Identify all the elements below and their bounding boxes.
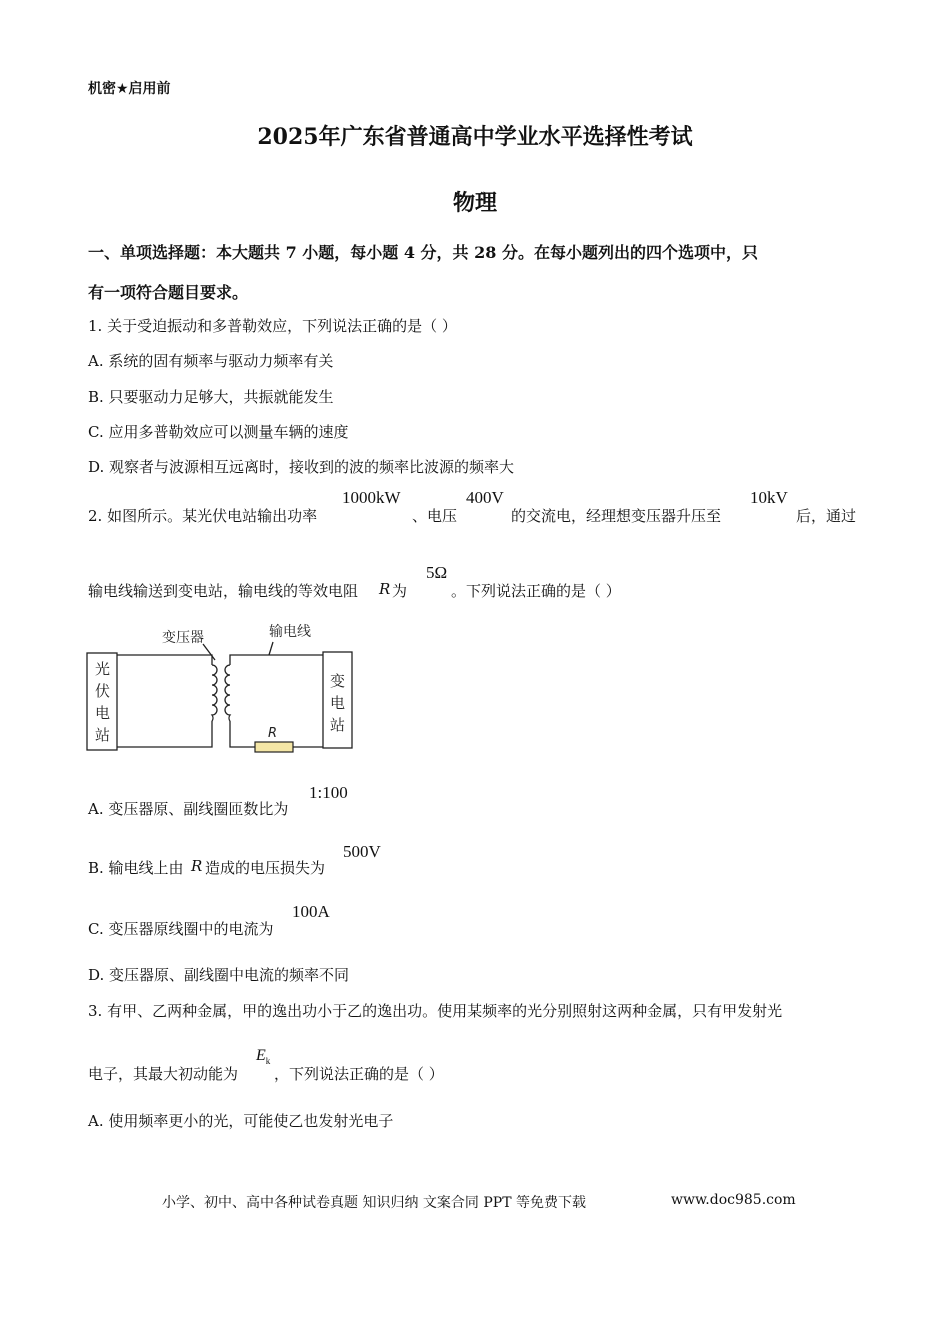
q2-option-c-text: C. 变压器原线圈中的电流为	[88, 920, 274, 938]
q2-option-b-r: R	[191, 857, 203, 875]
transmission-circuit-diagram	[86, 618, 366, 758]
q2-option-b-text2: 造成的电压损失为	[205, 859, 326, 877]
section-heading-line2: 有一项符合题目要求。	[88, 283, 249, 302]
q2-option-a-text: A. 变压器原、副线圈匝数比为	[88, 800, 289, 818]
q3-option-a: A. 使用频率更小的光，可能使乙也发射光电子	[88, 1112, 394, 1130]
q2-option-c-value: 100A	[292, 902, 330, 921]
subject-title: 物理	[452, 190, 497, 216]
q2-option-d: D. 变压器原、副线圈中电流的频率不同	[88, 966, 350, 984]
footer-text: 小学、初中、高中各种试卷真题 知识归纳 文案合同 PPT 等免费下载	[162, 1195, 586, 1211]
q1-option-d: D. 观察者与波源相互远离时，接收到的波的频率比波源的频率大	[88, 458, 515, 476]
q3-stem-part2: ，下列说法正确的是（ ）	[274, 1065, 444, 1083]
substation-char-2: 电	[330, 694, 346, 712]
resistor-r	[255, 742, 293, 752]
q3-stem-part1: 电子，其最大初动能为	[88, 1065, 239, 1083]
q2-option-b-value: 500V	[343, 842, 381, 861]
q2-stem-part3: 的交流电，经理想变压器升压至	[511, 507, 722, 525]
q2-r-symbol: R	[379, 580, 391, 598]
transformer-leader-line	[203, 644, 215, 660]
q2-option-b-text1: B. 输电线上由	[88, 859, 184, 877]
pv-station-char-1: 光	[95, 660, 111, 678]
q2-stem-part6: 为	[392, 582, 408, 600]
q2-boost-value: 10kV	[750, 488, 788, 507]
exam-title: 2025年广东省普通高中学业水平选择性考试	[257, 124, 693, 150]
q2-voltage-value: 400V	[466, 488, 504, 507]
q3-ek-symbol	[256, 1047, 270, 1066]
line-leader-line	[269, 642, 273, 655]
pv-station-char-4: 站	[95, 726, 111, 744]
substation-char-1: 变	[330, 672, 346, 690]
q2-stem-part7: 。下列说法正确的是（ ）	[451, 582, 621, 600]
q2-stem-part2: 、电压	[412, 507, 458, 525]
transformer-label: 变压器	[162, 630, 204, 646]
q3-ek-e: E	[256, 1047, 266, 1064]
q1-stem: 1. 关于受迫振动和多普勒效应，下列说法正确的是（ ）	[88, 317, 457, 335]
power-line-label: 输电线	[269, 624, 311, 640]
q2-resistance-value: 5Ω	[426, 563, 448, 582]
q1-option-a: A. 系统的固有频率与驱动力频率有关	[88, 352, 334, 370]
pv-station-char-2: 伏	[95, 682, 111, 700]
secondary-top-wire	[230, 655, 323, 665]
confidential-label: 机密★启用前	[88, 81, 171, 97]
q2-power-value: 1000kW	[342, 488, 401, 507]
pv-station-char-3: 电	[95, 704, 111, 722]
q2-option-a-value: 1:100	[309, 783, 348, 802]
resistor-label: R	[268, 726, 278, 741]
secondary-bottom-wire-left	[230, 721, 255, 747]
q3-stem-line1: 3. 有甲、乙两种金属，甲的逸出功小于乙的逸出功。使用某频率的光分别照射这两种金属，只有甲发射光	[88, 1002, 783, 1020]
substation-char-3: 站	[330, 716, 346, 734]
primary-coil	[212, 665, 217, 721]
primary-top-wire	[117, 655, 212, 665]
q2-stem-part4: 后，通过	[796, 507, 857, 525]
footer-site-link[interactable]: www.doc985.com	[671, 1192, 796, 1208]
section-heading-line1: 一、单项选择题：本大题共 7 小题，每小题 4 分，共 28 分。在每小题列出的四个选项中，只	[88, 243, 758, 262]
q3-ek-k: k	[265, 1056, 271, 1067]
secondary-coil	[225, 665, 230, 721]
q2-stem-part1: 2. 如图所示。某光伏电站输出功率	[88, 507, 318, 525]
primary-bottom-wire	[117, 721, 212, 747]
q2-stem-part5: 输电线输送到变电站，输电线的等效电阻	[88, 582, 359, 600]
q1-option-c: C. 应用多普勒效应可以测量车辆的速度	[88, 423, 349, 441]
q1-option-b: B. 只要驱动力足够大，共振就能发生	[88, 388, 334, 406]
